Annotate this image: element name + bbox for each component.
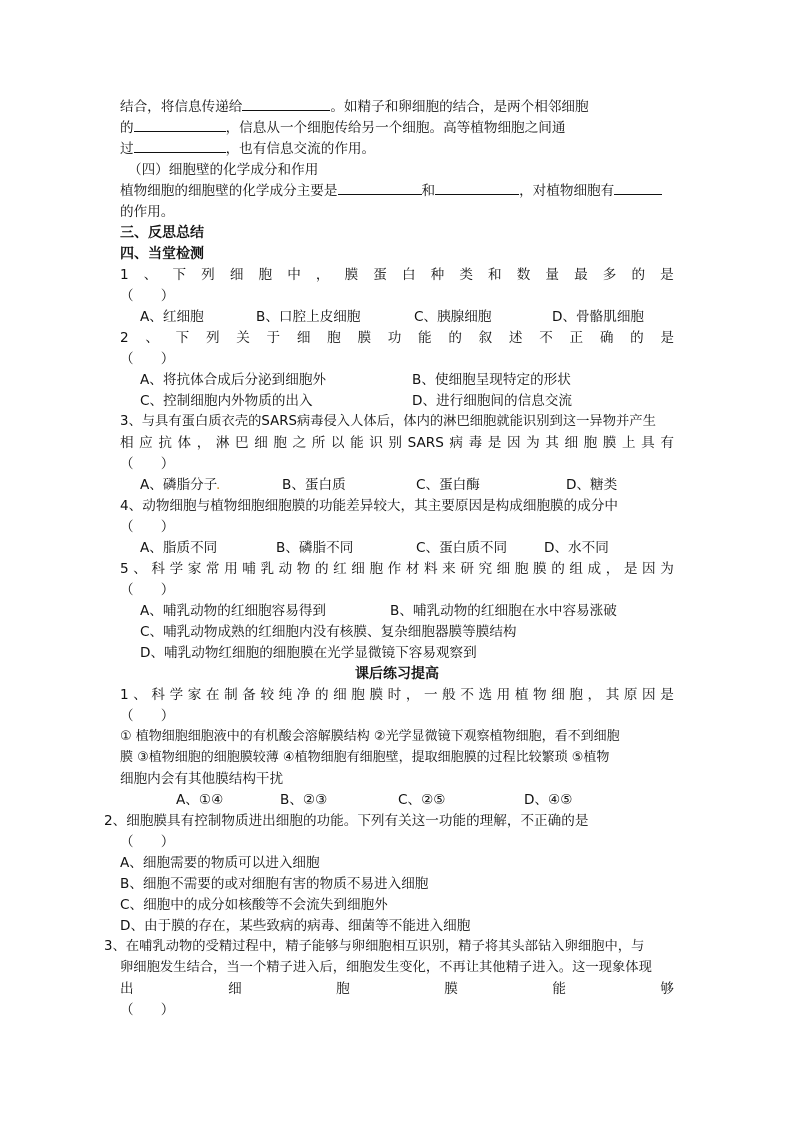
text-glyph: 般 <box>442 687 456 703</box>
text-glyph: 料 <box>423 561 438 577</box>
text-glyph: 出 <box>120 981 134 997</box>
text-glyph: 为 <box>526 435 540 451</box>
options-row <box>140 601 617 621</box>
text-glyph: 胞 <box>569 687 583 703</box>
text-glyph: 为 <box>660 561 674 577</box>
option-a: A、哺乳动物的红细胞容易得到 <box>140 603 327 619</box>
text-glyph: 、 <box>145 330 159 346</box>
question-stem <box>120 559 674 579</box>
text-glyph: 在 <box>205 687 220 703</box>
text-fragment: 。如精子和卵细胞的结合，是两个相邻细胞 <box>330 99 589 115</box>
text-glyph: 确 <box>599 330 614 346</box>
text-glyph: 别 <box>388 435 402 451</box>
section-heading: 三、反思总结 <box>120 225 204 241</box>
text-glyph: 胞 <box>273 435 287 451</box>
text-line: 的作用。 <box>120 204 175 220</box>
question-stem: 3、与具有蛋白质衣壳的SARS病毒侵入人体后，体内的淋巴细胞就能识别到这一异物并产生 <box>120 414 656 429</box>
text-glyph: 中 <box>287 267 301 283</box>
answer-blank <box>134 139 226 153</box>
text-glyph: ， <box>605 561 620 577</box>
text-glyph: 不 <box>460 687 474 703</box>
text-glyph: 识 <box>369 435 383 451</box>
text-glyph: 所 <box>311 435 326 451</box>
options-row <box>140 307 644 327</box>
text-glyph: 家 <box>187 687 202 703</box>
text-glyph: 因 <box>642 687 656 703</box>
option-b: B、口腔上皮细胞 <box>256 309 361 325</box>
text-glyph: 巴 <box>235 435 249 451</box>
text-glyph: 白 <box>401 267 416 283</box>
text-glyph: 2 <box>120 330 129 346</box>
text-glyph: 最 <box>574 267 588 283</box>
option-d: D、④⑤ <box>524 792 573 808</box>
options-row <box>140 370 571 390</box>
text-glyph: 膜 <box>533 561 547 577</box>
text-glyph: 常 <box>205 561 220 577</box>
text-glyph: 细 <box>254 435 268 451</box>
text-glyph: 细 <box>351 561 365 577</box>
text-glyph: 和 <box>488 267 502 283</box>
option-a: A、将抗体合成后分泌到细胞外 <box>140 372 327 388</box>
text-glyph: 膜 <box>344 267 359 283</box>
answer-parentheses: （ ） <box>120 351 175 367</box>
text-glyph: 下 <box>172 267 187 283</box>
options-row <box>140 475 617 495</box>
option-a: A、①④ <box>176 792 224 808</box>
text-glyph: 叙 <box>478 330 493 346</box>
text-glyph: 究 <box>478 561 493 577</box>
text-glyph: 于 <box>266 330 281 346</box>
option-a: A、脂质不同 <box>140 540 218 556</box>
text-line <box>120 97 589 117</box>
text-glyph: 蛋 <box>373 267 387 283</box>
text-glyph: 下 <box>175 330 190 346</box>
text-glyph: 功 <box>387 330 402 346</box>
answer-parentheses: （ ） <box>120 1002 175 1018</box>
option-d: D、糖类 <box>566 477 618 493</box>
options-row <box>140 391 572 411</box>
text-fragment: 和 <box>421 183 436 199</box>
text-glyph: 红 <box>333 561 347 577</box>
text-glyph: 胞 <box>369 561 384 577</box>
text-glyph: 正 <box>569 330 584 346</box>
text-glyph: 不 <box>539 330 553 346</box>
text-glyph: 胞 <box>336 981 350 997</box>
text-glyph: 学 <box>169 687 184 703</box>
text-glyph: 的 <box>551 561 565 577</box>
text-glyph: 类 <box>459 267 473 283</box>
text-glyph: 膜 <box>357 330 372 346</box>
text-fragment: 结合，将信息传递给 <box>120 99 243 115</box>
text-glyph: 种 <box>430 267 445 283</box>
text-glyph: 时 <box>387 687 402 703</box>
text-fragment: ，信息从一个细胞传给另一个细胞。高等植物细胞之间通 <box>225 120 566 136</box>
text-glyph: 胞 <box>327 330 341 346</box>
text-glyph: 的 <box>314 687 329 703</box>
stray-mark: . <box>216 477 221 493</box>
text-glyph: 的 <box>630 330 644 346</box>
text-glyph: 应 <box>139 435 153 451</box>
text-fragment: 植物细胞的细胞壁的化学成分主要是 <box>120 183 338 199</box>
text-glyph: 植 <box>514 687 529 703</box>
answer-parentheses: （ ） <box>120 582 175 598</box>
question-stem: 2、细胞膜具有控制物质进出细胞的功能。下列有关这一功能的理解，不正确的是 <box>104 813 589 829</box>
text-glyph: 淋 <box>215 435 230 451</box>
answer-parentheses: （ ） <box>120 708 175 724</box>
text-glyph: 成 <box>587 561 602 577</box>
option-c: C、哺乳动物成熟的红细胞内没有核膜、复杂细胞器膜等膜结构 <box>140 624 517 640</box>
text-glyph: ， <box>315 267 330 283</box>
text-glyph: 够 <box>660 981 674 997</box>
text-glyph: 数 <box>516 267 531 283</box>
text-glyph: 选 <box>478 687 493 703</box>
text-glyph: 是 <box>623 561 638 577</box>
text-glyph: 是 <box>660 267 674 283</box>
text-glyph: 科 <box>151 561 165 577</box>
text-glyph: 毒 <box>468 435 483 451</box>
option-c: C、蛋白质不同 <box>416 540 508 556</box>
text-glyph: 能 <box>350 435 364 451</box>
option-c: C、细胞中的成分如核酸等不会流失到细胞外 <box>120 897 388 913</box>
answer-blank <box>242 97 330 111</box>
subsection-heading: （四）细胞壁的化学成分和作用 <box>128 162 319 178</box>
option-c: C、胰腺细胞 <box>414 309 492 325</box>
option-b: B、②③ <box>280 792 328 808</box>
statement-line: 膜 ③植物细胞的细胞膜较薄 ④植物细胞有细胞壁，提取细胞膜的过程比较繁琐 ⑤植物 <box>120 750 610 765</box>
text-line <box>120 139 375 159</box>
text-glyph: 是 <box>660 330 674 346</box>
text-glyph: 因 <box>506 435 521 451</box>
option-b: B、蛋白质 <box>282 477 346 493</box>
text-glyph: 之 <box>292 435 307 451</box>
answer-parentheses: （ ） <box>120 519 175 535</box>
question-stem <box>120 685 674 705</box>
text-glyph: 的 <box>631 267 646 283</box>
text-glyph: 膜 <box>444 981 458 997</box>
text-fragment: 过 <box>120 141 134 157</box>
text-glyph: 以 <box>330 435 345 451</box>
text-glyph: 科 <box>151 687 165 703</box>
text-glyph: 、 <box>133 561 147 577</box>
text-glyph: 具 <box>641 435 655 451</box>
text-glyph: 其 <box>545 435 559 451</box>
text-glyph: 其 <box>605 687 620 703</box>
section-heading: 课后练习提高 <box>355 666 439 682</box>
text-glyph: 原 <box>623 687 638 703</box>
text-glyph: 胞 <box>258 267 273 283</box>
text-glyph: 细 <box>229 267 244 283</box>
text-glyph: 体 <box>177 435 192 451</box>
text-glyph: 膜 <box>369 687 384 703</box>
text-glyph: 是 <box>660 687 674 703</box>
text-glyph: 用 <box>224 561 238 577</box>
text-glyph: 、 <box>143 267 158 283</box>
text-glyph: 上 <box>621 435 636 451</box>
question-stem: 4、动物细胞与植物细胞细胞膜的功能差异较大，其主要原因是构成细胞膜的成分中 <box>120 498 619 514</box>
text-glyph: 用 <box>496 687 511 703</box>
text-glyph: 哺 <box>242 561 256 577</box>
text-glyph: 5 <box>120 561 129 577</box>
section-heading: 四、当堂检测 <box>120 246 204 262</box>
answer-parentheses: （ ） <box>120 288 175 304</box>
text-glyph: 细 <box>551 687 565 703</box>
text-glyph: 制 <box>224 687 238 703</box>
text-glyph: ， <box>196 435 211 451</box>
option-b: B、细胞不需要的或对细胞有害的物质不易进入细胞 <box>120 876 429 892</box>
options-row <box>176 790 572 810</box>
text-glyph: 乳 <box>260 561 275 577</box>
question-stem <box>120 328 674 348</box>
text-glyph: 胞 <box>583 435 598 451</box>
option-c: C、蛋白酶 <box>416 477 480 493</box>
text-glyph: 家 <box>187 561 202 577</box>
statement-line: 细胞内会有其他膜结构干扰 <box>120 771 284 787</box>
text-glyph: 量 <box>545 267 559 283</box>
text-glyph: 备 <box>242 687 256 703</box>
text-glyph: 胞 <box>351 687 365 703</box>
text-fragment: ，对植物细胞有 <box>519 183 615 199</box>
option-b: B、使细胞呈现特定的形状 <box>412 372 571 388</box>
answer-blank <box>614 181 662 195</box>
text-glyph: 细 <box>564 435 579 451</box>
text-fragment: 的 <box>120 120 134 136</box>
text-glyph: SARS <box>407 435 444 451</box>
text-glyph: 关 <box>236 330 250 346</box>
text-glyph: 列 <box>205 330 220 346</box>
text-glyph: 细 <box>296 330 311 346</box>
text-glyph: 学 <box>169 561 184 577</box>
text-glyph: 1 <box>120 267 129 283</box>
text-glyph: 膜 <box>602 435 617 451</box>
text-glyph: 物 <box>533 687 547 703</box>
text-glyph: 一 <box>423 687 438 703</box>
option-b: B、哺乳动物的红细胞在水中容易涨破 <box>390 603 617 619</box>
text-line <box>120 118 565 138</box>
text-glyph: 作 <box>387 561 402 577</box>
answer-blank <box>338 181 422 195</box>
text-line <box>120 181 662 201</box>
option-a: A、红细胞 <box>140 309 204 325</box>
question-stem <box>120 433 674 453</box>
text-glyph: 物 <box>296 561 311 577</box>
text-glyph: 抗 <box>158 435 172 451</box>
text-glyph: 净 <box>296 687 311 703</box>
text-glyph: 动 <box>278 561 293 577</box>
text-glyph: 能 <box>552 981 566 997</box>
answer-parentheses: （ ） <box>120 456 175 472</box>
question-stem <box>120 979 674 999</box>
option-d: D、由于膜的存在，某些致病的病毒、细菌等不能进入细胞 <box>120 918 471 934</box>
text-glyph: 有 <box>660 435 674 451</box>
text-glyph: 列 <box>201 267 215 283</box>
text-glyph: 能 <box>418 330 432 346</box>
text-glyph: 组 <box>569 561 583 577</box>
statement-line: ① 植物细胞细胞液中的有机酸会溶解膜结构 ②光学显微镜下观察植物细胞，看不到细胞 <box>120 729 620 744</box>
option-d: D、哺乳动物红细胞的细胞膜在光学显微镜下容易观察到 <box>140 645 477 661</box>
answer-parentheses: （ ） <box>120 834 175 850</box>
text-glyph: 研 <box>460 561 474 577</box>
text-glyph: 材 <box>405 561 420 577</box>
option-d: D、进行细胞间的信息交流 <box>412 393 572 409</box>
answer-blank <box>134 118 226 132</box>
option-a: A、细胞需要的物质可以进入细胞 <box>120 855 320 871</box>
option-c: C、②⑤ <box>398 792 446 808</box>
option-d: D、水不同 <box>544 540 609 556</box>
question-stem: 卵细胞发生结合，当一个精子进入后，细胞发生变化，不再让其他精子进入。这一现象体现 <box>120 960 652 975</box>
text-glyph: 较 <box>260 687 275 703</box>
text-glyph: 、 <box>133 687 147 703</box>
text-glyph: 述 <box>508 330 523 346</box>
text-glyph: 纯 <box>278 687 293 703</box>
text-glyph: 细 <box>333 687 347 703</box>
option-b: B、磷脂不同 <box>276 540 354 556</box>
option-a: A、磷脂分子 <box>140 477 218 493</box>
text-glyph: 的 <box>314 561 329 577</box>
text-glyph: 来 <box>442 561 456 577</box>
option-c: C、控制细胞内外物质的出入 <box>140 393 313 409</box>
text-glyph: 胞 <box>514 561 529 577</box>
question-stem <box>120 265 674 285</box>
text-glyph: 细 <box>228 981 242 997</box>
text-glyph: 相 <box>120 435 134 451</box>
option-d: D、骨骼肌细胞 <box>552 309 645 325</box>
text-glyph: 多 <box>602 267 617 283</box>
options-row <box>140 538 609 558</box>
answer-blank <box>435 181 519 195</box>
text-glyph: 因 <box>642 561 656 577</box>
question-stem: 3、在哺乳动物的受精过程中，精子能够与卵细胞相互识别，精子将其头部钻入卵细胞中，与 <box>104 939 645 954</box>
text-fragment: ，也有信息交流的作用。 <box>225 141 376 157</box>
text-glyph: 病 <box>449 435 464 451</box>
text-glyph: 是 <box>487 435 502 451</box>
text-glyph: ， <box>587 687 602 703</box>
text-glyph: 细 <box>496 561 511 577</box>
text-glyph: ， <box>405 687 420 703</box>
text-glyph: 1 <box>120 687 129 703</box>
text-glyph: 的 <box>448 330 462 346</box>
